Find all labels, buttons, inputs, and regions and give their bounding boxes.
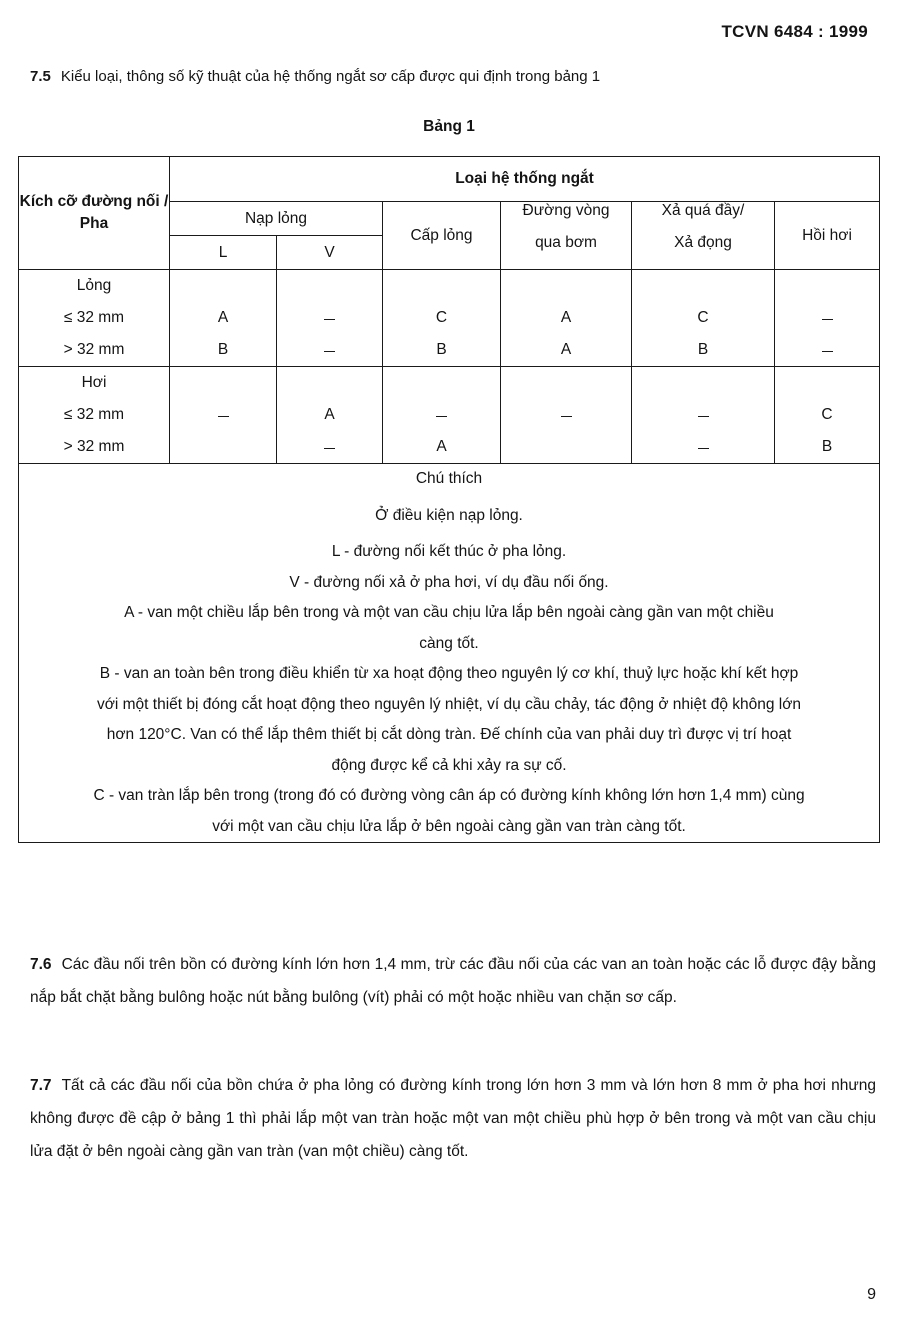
table-notes [19, 464, 880, 843]
liquid-duong-vong-cell [501, 270, 632, 367]
table-cell [170, 431, 276, 463]
table-cell [170, 399, 276, 431]
table-cell: A [217, 309, 229, 326]
col-duong-vong [501, 202, 632, 270]
table-cell: C [697, 309, 709, 326]
note-condition: Ở điều kiện nạp lỏng. [375, 506, 523, 524]
note-A-1: A - van một chiều lắp bên trong và một van cầu chịu lửa lắp bên ngoài càng gần van một chiều [124, 604, 774, 621]
clause-text: Kiểu loại, thông số kỹ thuật của hệ thống ngắt sơ cấp được qui định trong bảng 1 [60, 68, 601, 85]
table-cell [775, 334, 879, 366]
table-cell: C [821, 406, 833, 423]
vapour-V-cell [277, 367, 383, 464]
standard-code: TCVN 6484 : 1999 [721, 22, 868, 41]
table-cell: A [436, 438, 447, 455]
dash-mark [561, 416, 572, 417]
shutoff-type-header: Loại hệ thống ngắt [170, 157, 880, 202]
table-cell [501, 431, 631, 463]
col-duong-vong-line2: qua bơm [535, 234, 597, 251]
shutoff-system-table [18, 156, 880, 843]
col-hoi-hoi: Hồi hơi [775, 202, 880, 270]
table-cell [632, 431, 774, 463]
table-cell: B [217, 341, 229, 358]
clause-7-6 [30, 948, 876, 1014]
size-phase-header: Kích cỡ đường nối / Pha [19, 157, 170, 270]
dash-mark [324, 351, 335, 352]
liquid-hoi-hoi-cell [775, 270, 880, 367]
col-nap-long-L: L [170, 236, 277, 270]
table-cell: A [560, 341, 572, 358]
vapour-L-cell [170, 367, 277, 464]
note-V: V - đường nối xả ở pha hơi, ví dụ đầu nối ống. [289, 573, 609, 591]
dash-mark [822, 319, 833, 320]
col-duong-vong-line1: Đường vòng [522, 202, 610, 219]
table-cell [277, 431, 382, 463]
vapour-xa-qua-day-cell [632, 367, 775, 464]
dash-mark [436, 416, 447, 417]
col-xa-qua-day-line1: Xả quá đầy/ [661, 202, 745, 219]
note-B-2: với một thiết bị đóng cắt hoạt động theo nguyên lý nhiệt, ví dụ cầu chảy, tác động ở nhiệt độ không lớn [96, 695, 802, 713]
note-C-2: với một van cầu chịu lửa lắp ở bên ngoài càng gần van tràn càng tốt. [212, 817, 686, 835]
vapour-small: ≤ 32 mm [63, 406, 125, 423]
page-number: 9 [867, 1286, 876, 1303]
table-cell: A [560, 309, 572, 326]
notes-title: Chú thích [415, 470, 483, 487]
table-row-vapour [19, 367, 880, 464]
table-cell: B [821, 438, 833, 455]
clause-text: Các đầu nối trên bồn có đường kính lớn hơn 1,4 mm, trừ các đầu nối của các van an toàn hoặc các lỗ được đậy bằng nắp bắt chặt bằng bulông hoặc nút bằng bulông (vít) phải có một hoặc nhiều van chặn sơ cấp. [30, 956, 876, 1006]
dash-mark [698, 448, 709, 449]
clause-number: 7.5 [30, 68, 51, 85]
dash-mark [698, 416, 709, 417]
liquid-xa-qua-day-cell [632, 270, 775, 367]
dash-mark [324, 448, 335, 449]
vapour-duong-vong-cell [501, 367, 632, 464]
liquid-small: ≤ 32 mm [63, 309, 125, 326]
vapour-size-cell [19, 367, 170, 464]
table-cell [383, 399, 500, 431]
table-row-liquid [19, 270, 880, 367]
col-nap-long-V: V [277, 236, 383, 270]
liquid-label: Lỏng [76, 277, 112, 294]
note-C-1: C - van tràn lắp bên trong (trong đó có đường vòng cân áp có đường kính không lớn hơn 1,4 mm) cùng [93, 787, 805, 804]
liquid-cap-long-cell [383, 270, 501, 367]
note-A-2: càng tốt. [419, 634, 479, 652]
col-xa-qua-day-line2: Xả đọng [674, 234, 732, 251]
note-B-3: hơn 120°C. Van có thể lắp thêm thiết bị cắt dòng tràn. Đế chính của van phải duy trì được vị trí hoạt [106, 726, 792, 743]
liquid-size-cell [19, 270, 170, 367]
table-cell [277, 334, 382, 366]
table-cell: A [324, 406, 335, 423]
liquid-large: > 32 mm [63, 341, 125, 358]
liquid-V-cell [277, 270, 383, 367]
clause-7-7 [30, 1069, 876, 1168]
table-cell [501, 399, 631, 431]
vapour-cap-long-cell [383, 367, 501, 464]
clause-7-5 [30, 68, 600, 85]
col-cap-long: Cấp lỏng [383, 202, 501, 270]
liquid-L-cell [170, 270, 277, 367]
vapour-large: > 32 mm [63, 438, 125, 455]
table-cell [775, 302, 879, 334]
note-B-1: B - van an toàn bên trong điều khiển từ xa hoạt động theo nguyên lý cơ khí, thuỷ lực hoặc khí kết hợp [99, 665, 799, 682]
clause-number: 7.6 [30, 956, 52, 973]
col-nap-long: Nạp lỏng [170, 202, 383, 236]
table-cell: C [435, 309, 448, 326]
table-cell [277, 302, 382, 334]
clause-text: Tất cả các đầu nối của bồn chứa ở pha lỏng có đường kính trong lớn hơn 3 mm và lớn hơn 8 mm ở pha hơi nhưng không được đề cập ở bảng 1 thì phải lắp một van tràn hoặc một van một chiều phù hợp ở bên trong và một van cầu chịu lửa đặt ở bên ngoài càng gần van tràn (van một chiều) càng tốt. [30, 1077, 876, 1160]
table-caption: Bảng 1 [423, 118, 475, 135]
vapour-hoi-hoi-cell [775, 367, 880, 464]
note-L: L - đường nối kết thúc ở pha lỏng. [331, 543, 567, 560]
dash-mark [822, 351, 833, 352]
col-xa-qua-day [632, 202, 775, 270]
table-cell: B [697, 341, 709, 358]
dash-mark [218, 416, 229, 417]
table-cell [632, 399, 774, 431]
table-cell: B [436, 341, 447, 358]
dash-mark [324, 319, 335, 320]
vapour-label: Hơi [81, 374, 107, 391]
note-B-4: động được kể cả khi xảy ra sự cố. [331, 756, 567, 774]
clause-number: 7.7 [30, 1077, 52, 1094]
